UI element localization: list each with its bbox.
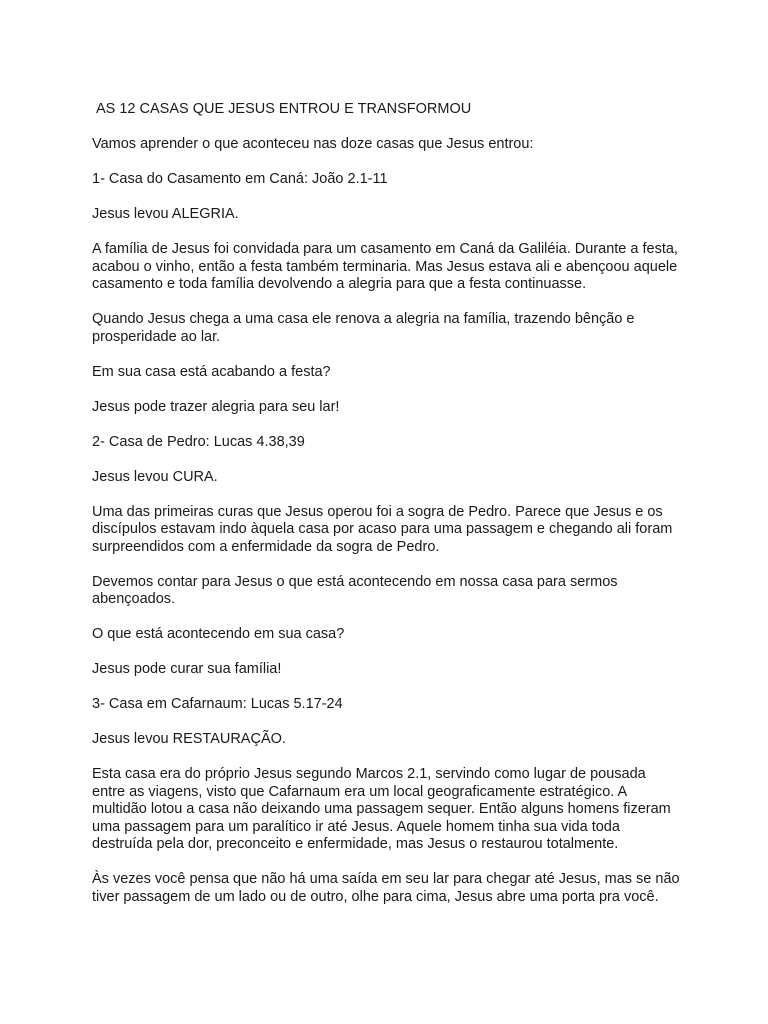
section-3-paragraph-2: Às vezes você pensa que não há uma saída em seu lar para chegar até Jesus, mas se não tiver passagem de um lado ou de outro, olhe para cima, Jesus abre uma porta pra você. bbox=[92, 871, 680, 905]
section-1-gift: Jesus levou ALEGRIA. bbox=[92, 206, 239, 222]
section-1-heading: 1- Casa do Casamento em Caná: João 2.1-11 bbox=[92, 171, 388, 187]
section-1-paragraph-1: A família de Jesus foi convidada para um casamento em Caná da Galiléia. Durante a festa, acabou o vinho, então a festa também terminaria. Mas Jesus estava ali e abençoou aquele casamento e toda família devolvendo a alegria para que a festa continuasse. bbox=[92, 241, 678, 292]
section-1-answer: Jesus pode trazer alegria para seu lar! bbox=[92, 398, 340, 415]
section-1-paragraph-2: Quando Jesus chega a uma casa ele renova a alegria na família, trazendo bênção e prosperidade ao lar. bbox=[92, 311, 635, 345]
section-2-answer: Jesus pode curar sua família! bbox=[92, 661, 282, 677]
section-2-gift: Jesus levou CURA. bbox=[92, 468, 218, 485]
section-2-paragraph-2: Devemos contar para Jesus o que está acontecendo em nossa casa para sermos abençoados. bbox=[92, 573, 618, 607]
document-page bbox=[92, 101, 680, 924]
section-2-paragraph-1: Uma das primeiras curas que Jesus operou foi a sogra de Pedro. Parece que Jesus e os discípulos estavam indo àquela casa por acaso para uma passagem e chegando ali foram surpreendidos com a enfermidade da sogra de Pedro. bbox=[92, 503, 673, 555]
section-2-question: O que está acontecendo em sua casa? bbox=[92, 626, 345, 642]
document-title: AS 12 CASAS QUE JESUS ENTROU E TRANSFORMOU bbox=[96, 101, 472, 117]
intro-paragraph: Vamos aprender o que aconteceu nas doze casas que Jesus entrou: bbox=[92, 136, 534, 152]
section-3-heading: 3- Casa em Cafarnaum: Lucas 5.17-24 bbox=[92, 696, 343, 712]
section-1-question: Em sua casa está acabando a festa? bbox=[92, 363, 331, 380]
section-3-paragraph-1: Esta casa era do próprio Jesus segundo Marcos 2.1, servindo como lugar de pousada entre as viagens, visto que Cafarnaum era um local geograficamente estratégico. A multidão lotou a casa não deixando uma passagem sequer. Então alguns homens fizeram uma passagem para um paralítico ir até Jesus. Aquele homem tinha sua vida toda destruída pela dor, preconceito e enfermidade, mas Jesus o restaurou totalmente. bbox=[92, 766, 671, 852]
section-2-heading: 2- Casa de Pedro: Lucas 4.38,39 bbox=[92, 433, 305, 450]
section-3-gift: Jesus levou RESTAURAÇÃO. bbox=[92, 731, 286, 747]
